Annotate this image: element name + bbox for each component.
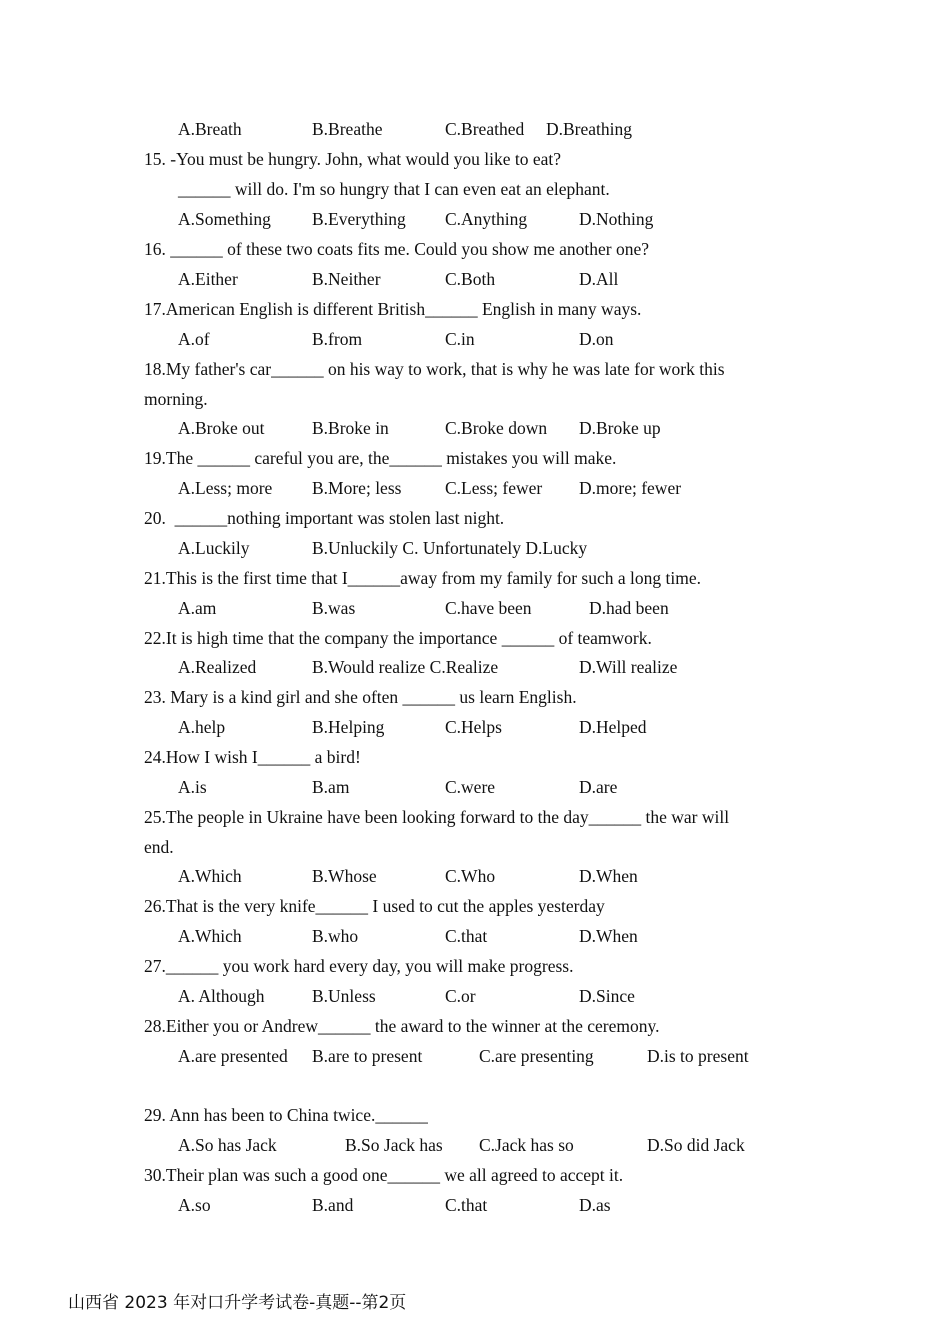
option-b: B.from (312, 329, 363, 349)
option-c: C.Jack has so (479, 1135, 574, 1155)
option-d: D.on (579, 329, 614, 349)
option-c: C.or (445, 986, 476, 1006)
option-a: A.so (178, 1195, 211, 1215)
option-b-c-d: B.Unluckily C. Unfortunately D.Lucky (312, 538, 588, 558)
option-c: C.Who (445, 866, 496, 886)
option-a: A.Which (178, 926, 242, 946)
option-b-c: B.Would realize C.Realize (312, 657, 499, 677)
option-c: C.Helps (445, 717, 502, 737)
question-stem: 16. ______ of these two coats fits me. Could you show me another one? (144, 239, 649, 259)
question-stem: 21.This is the first time that I______away from my family for such a long time. (144, 568, 701, 588)
question-stem: 18.My father's car______ on his way to work, that is why he was late for work this (144, 359, 725, 379)
option-d: D.are (579, 777, 618, 797)
option-a: A.Broke out (178, 418, 265, 438)
option-a: A.So has Jack (178, 1135, 277, 1155)
option-d: D.When (579, 866, 638, 886)
option-a: A. Although (178, 986, 265, 1006)
option-b: B.Whose (312, 866, 377, 886)
option-b: B.Broke in (312, 418, 389, 438)
option-c: C.Broke down (445, 418, 548, 438)
option-d: D.Helped (579, 717, 647, 737)
option-c: C.have been (445, 598, 532, 618)
option-c: C.Anything (445, 209, 528, 229)
option-b: B.am (312, 777, 350, 797)
option-a: A.Luckily (178, 538, 250, 558)
question-stem: 23. Mary is a kind girl and she often ______ us learn English. (144, 687, 577, 707)
option-b: B.Unless (312, 986, 376, 1006)
option-b: B.Everything (312, 209, 406, 229)
option-c: C.that (445, 1195, 488, 1215)
option-d: D.Will realize (579, 657, 678, 677)
option-a: A.Either (178, 269, 238, 289)
option-d: D.All (579, 269, 619, 289)
question-stem: 25.The people in Ukraine have been looking forward to the day______ the war will (144, 807, 730, 827)
option-b: B.are to present (312, 1046, 423, 1066)
option-d: D.Nothing (579, 209, 654, 229)
option-a: A.Less; more (178, 478, 273, 498)
option-b: B.Neither (312, 269, 381, 289)
option-a: A.of (178, 329, 210, 349)
page-footer: 山西省 2023 年对口升学考试卷-真题--第2页 (68, 1293, 407, 1313)
question-stem: 26.That is the very knife______ I used to cut the apples yesterday (144, 896, 605, 916)
question-stem: 15. -You must be hungry. John, what would you like to eat? (144, 149, 562, 169)
option-d: D.Since (579, 986, 635, 1006)
option-c: C.Both (445, 269, 496, 289)
option-c: C.Less; fewer (445, 478, 543, 498)
option-c: C.are presenting (479, 1046, 594, 1066)
question-stem: 19.The ______ careful you are, the______ mistakes you will make. (144, 448, 617, 468)
option-a: A.Breath (178, 119, 242, 139)
option-b: B.More; less (312, 478, 402, 498)
question-stem: 24.How I wish I______ a bird! (144, 747, 361, 767)
question-stem-continued: ______ will do. I'm so hungry that I can even eat an elephant. (178, 179, 610, 199)
option-d: D.more; fewer (579, 478, 682, 498)
option-b: B.who (312, 926, 359, 946)
question-stem-continued: end. (144, 837, 174, 857)
option-b: B.was (312, 598, 356, 618)
option-a: A.am (178, 598, 217, 618)
question-stem: 17.American English is different British______ English in many ways. (144, 299, 642, 319)
option-c: C.Breathed (445, 119, 525, 139)
option-c: C.in (445, 329, 475, 349)
option-a: A.is (178, 777, 207, 797)
option-c: C.were (445, 777, 496, 797)
question-stem-continued: morning. (144, 389, 208, 409)
option-d: D.is to present (647, 1046, 749, 1066)
option-a: A.are presented (178, 1046, 288, 1066)
option-a: A.Something (178, 209, 271, 229)
question-stem: 28.Either you or Andrew______ the award to the winner at the ceremony. (144, 1016, 660, 1036)
option-a: A.help (178, 717, 226, 737)
option-b: B.Helping (312, 717, 385, 737)
question-stem: 20. ______nothing important was stolen last night. (144, 508, 505, 528)
question-stem: 27.______ you work hard every day, you will make progress. (144, 956, 574, 976)
option-b: B.So Jack has (345, 1135, 443, 1155)
option-d: D.as (579, 1195, 611, 1215)
option-d: D.So did Jack (647, 1135, 745, 1155)
option-b: B.Breathe (312, 119, 383, 139)
option-c: C.that (445, 926, 488, 946)
option-a: A.Realized (178, 657, 257, 677)
option-d: D.had been (589, 598, 669, 618)
option-d: D.When (579, 926, 638, 946)
option-a: A.Which (178, 866, 242, 886)
option-d: D.Broke up (579, 418, 661, 438)
option-d: D.Breathing (546, 119, 633, 139)
question-stem: 22.It is high time that the company the importance ______ of teamwork. (144, 628, 652, 648)
question-stem: 29. Ann has been to China twice.______ (144, 1105, 428, 1125)
question-stem: 30.Their plan was such a good one______ we all agreed to accept it. (144, 1165, 624, 1185)
option-b: B.and (312, 1195, 354, 1215)
